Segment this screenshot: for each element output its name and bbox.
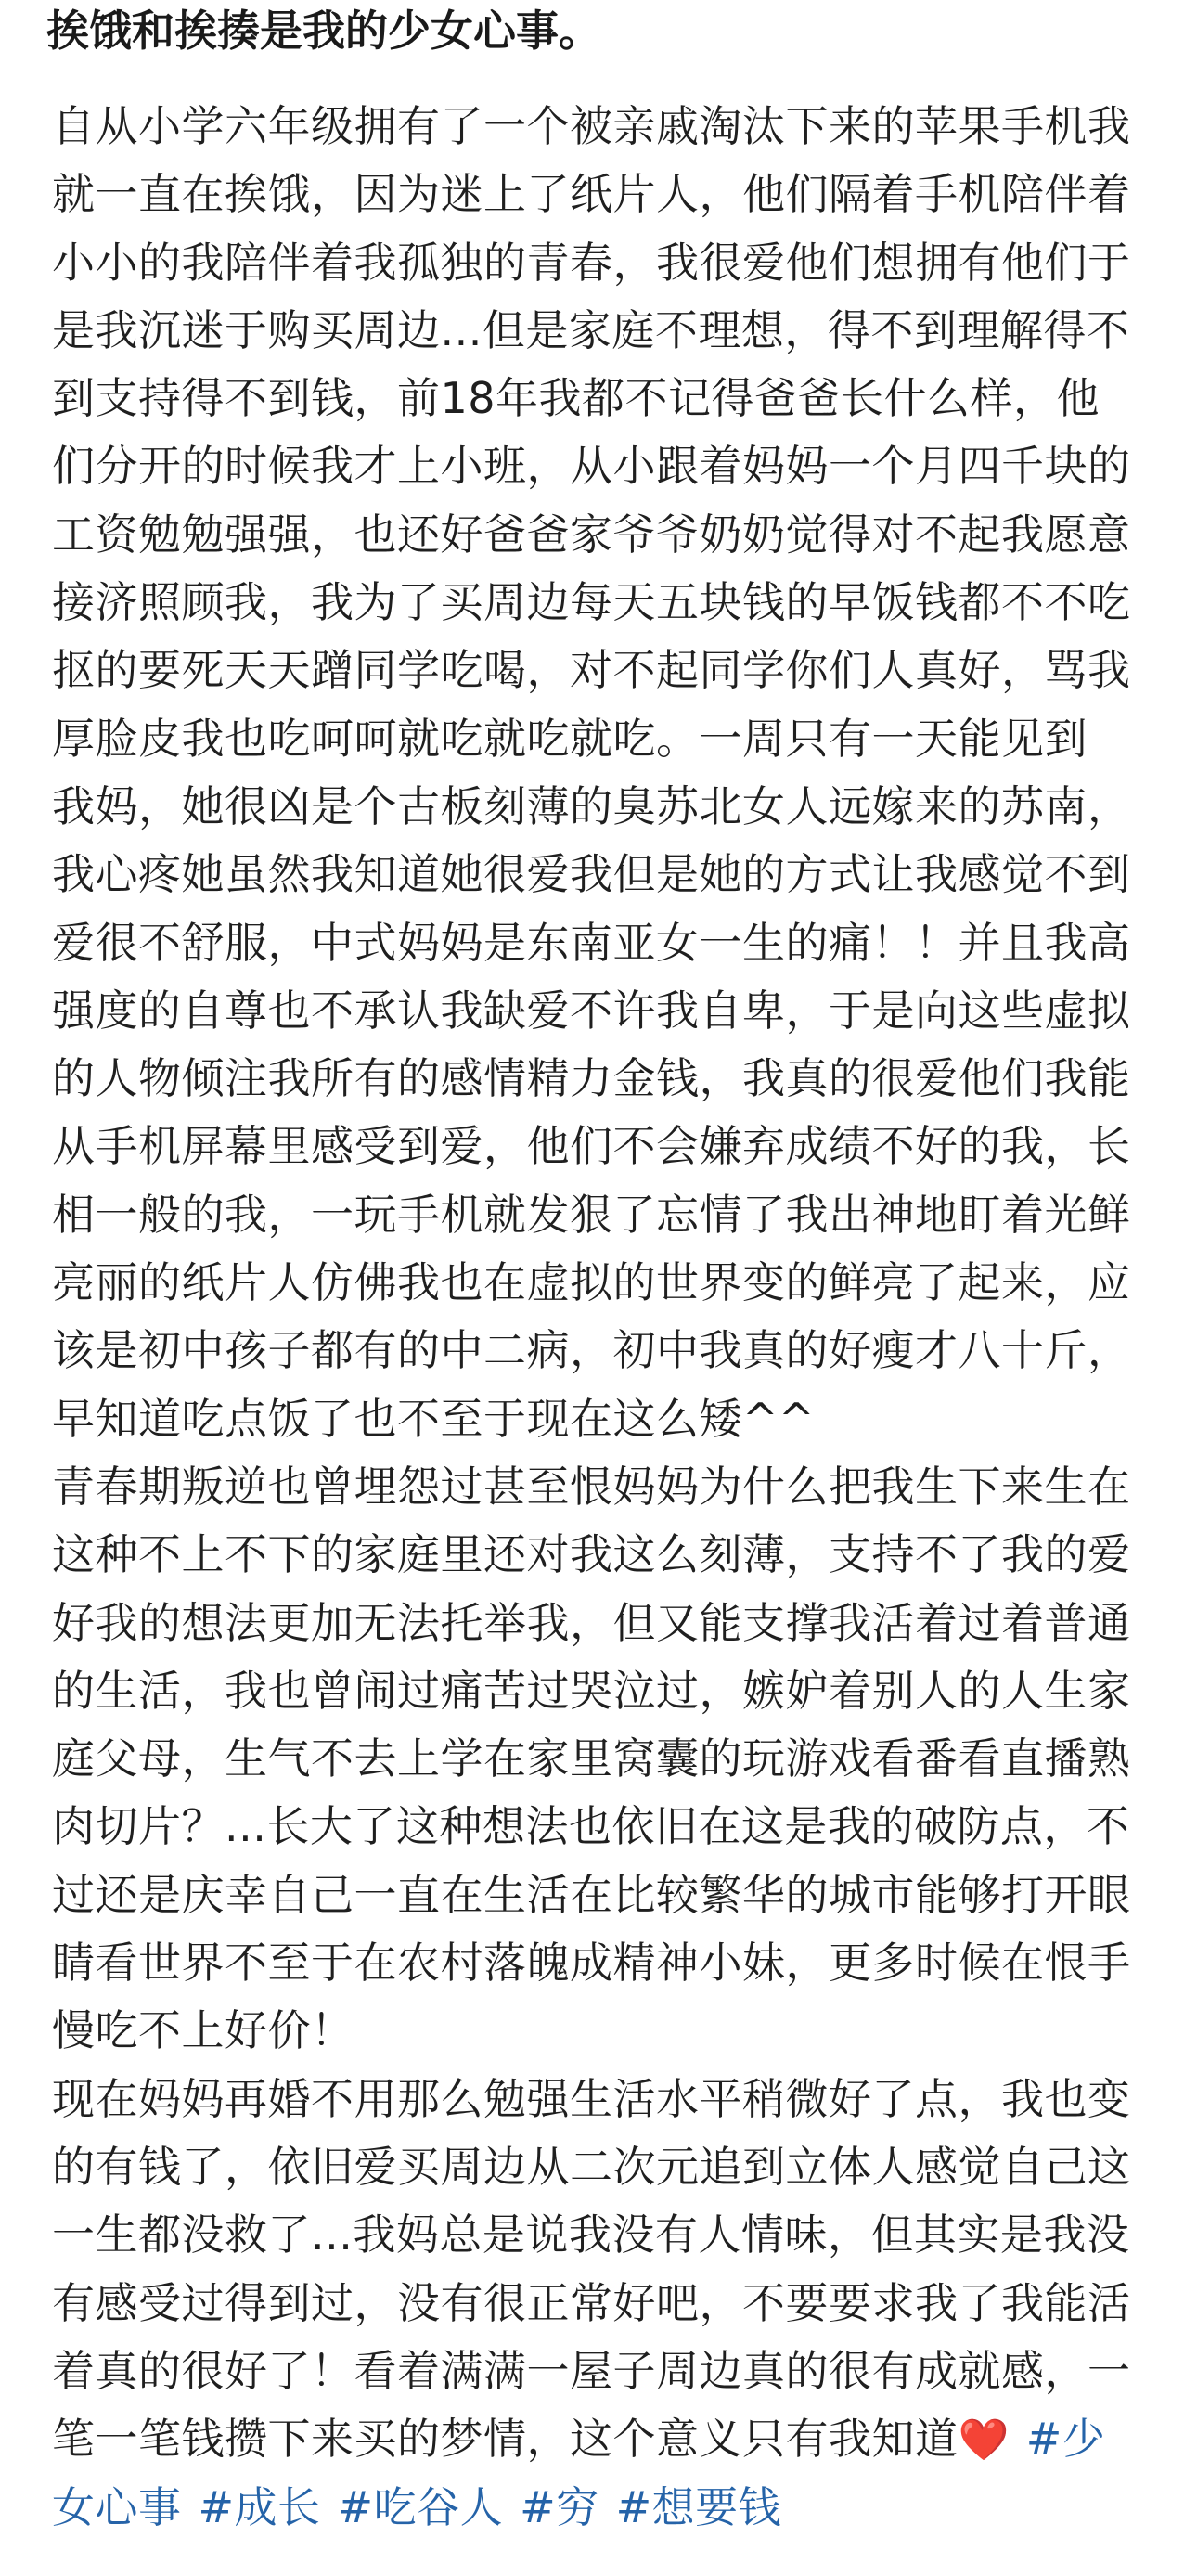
text-line: 慢吃不上好价！ [52, 2005, 354, 2056]
text-line: 接济照顾我，我为了买周边每天五块钱的早饭钱都不不吃 [52, 577, 1131, 628]
text-line: 庭父母，生气不去上学在家里窝囊的玩游戏看番看直播熟 [52, 1733, 1131, 1784]
text-line: 我心疼她虽然我知道她很爱我但是她的方式让我感觉不到 [52, 849, 1131, 900]
text-line: 睛看世界不至于在农村落魄成精神小妹，更多时候在恨手 [52, 1938, 1131, 1989]
hashtag-link[interactable]: #吃谷人 [337, 2482, 504, 2533]
text-line: 的人物倾注我所有的感情精力金钱，我真的很爱他们我能 [52, 1053, 1131, 1104]
post-title: 挨饿和挨揍是我的少女心事。 [46, 6, 601, 56]
text-line: 亮丽的纸片人仿佛我也在虚拟的世界变的鲜亮了起来，应 [52, 1257, 1131, 1308]
text-line: 一生都没救了...我妈总是说我没有人情味，但其实是我没 [52, 2209, 1130, 2260]
closing-text: 笔一笔钱攒下来买的梦情，这个意义只有我知道 [52, 2414, 959, 2465]
text-line: 爱很不舒服，中式妈妈是东南亚女一生的痛！！并且我高 [52, 917, 1131, 968]
text-line: 强度的自尊也不承认我缺爱不许我自卑，于是向这些虚拟 [52, 985, 1131, 1036]
text-line: 自从小学六年级拥有了一个被亲戚淘汰下来的苹果手机我 [52, 101, 1131, 151]
hashtag-link[interactable]: #想要钱 [615, 2482, 782, 2533]
text-line: 青春期叛逆也曾埋怨过甚至恨妈妈为什么把我生下来生在 [52, 1461, 1131, 1512]
text-line: 着真的很好了！看着满满一屋子周边真的很有成就感，一 [52, 2345, 1131, 2396]
text-line: 的有钱了，依旧爱买周边从二次元追到立体人感觉自己这 [52, 2141, 1131, 2192]
text-line: 现在妈妈再婚不用那么勉强生活水平稍微好了点，我也变 [52, 2073, 1131, 2124]
hashtag-link[interactable]: #穷 [520, 2482, 599, 2533]
text-line: 工资勉勉强强，也还好爸爸家爷爷奶奶觉得对不起我愿意 [52, 509, 1131, 560]
text-line: 该是初中孩子都有的中二病，初中我真的好瘦才八十斤， [52, 1325, 1131, 1376]
text-line: 小小的我陪伴着我孤独的青春，我很爱他们想拥有他们于 [52, 237, 1131, 288]
text-line: 是我沉迷于购买周边...但是家庭不理想，得不到理解得不 [52, 304, 1130, 355]
hashtag-link[interactable]: #成长 [198, 2482, 321, 2533]
closing-and-hashtags [52, 2405, 1110, 2543]
text-line: 过还是庆幸自己一直在生活在比较繁华的城市能够打开眼 [52, 1869, 1131, 1920]
text-line: 的生活，我也曾闹过痛苦过哭泣过，嫉妒着别人的人生家 [52, 1665, 1131, 1716]
hashtag-link[interactable]: #少女心事 [52, 2414, 1106, 2533]
text-line: 厚脸皮我也吃呵呵就吃就吃就吃。一周只有一天能见到 [52, 713, 1088, 764]
text-line: 抠的要死天天蹭同学吃喝，对不起同学你们人真好，骂我 [52, 645, 1131, 696]
text-line: 从手机屏幕里感受到爱，他们不会嫌弃成绩不好的我，长 [52, 1121, 1131, 1172]
text-line: 有感受过得到过，没有很正常好吧，不要要求我了我能活 [52, 2277, 1131, 2328]
text-line: 肉切片？...长大了这种想法也依旧在这是我的破防点，不 [52, 1801, 1130, 1852]
text-line: 我妈，她很凶是个古板刻薄的臭苏北女人远嫁来的苏南， [52, 780, 1131, 831]
text-line: 这种不上不下的家庭里还对我这么刻薄，支持不了我的爱 [52, 1529, 1131, 1580]
text-line: 好我的想法更加无法托举我，但又能支撑我活着过着普通 [52, 1597, 1131, 1648]
text-line: 相一般的我，一玩手机就发狠了忘情了我出神地盯着光鲜 [52, 1189, 1131, 1240]
text-line: 们分开的时候我才上小班，从小跟着妈妈一个月四千块的 [52, 441, 1131, 492]
text-line: 到支持得不到钱，前18年我都不记得爸爸长什么样，他 [52, 373, 1100, 424]
text-line: 早知道吃点饭了也不至于现在这么矮^^ [52, 1393, 816, 1444]
post-body [52, 93, 1165, 2543]
heart-icon: ❤️ [958, 2416, 1010, 2465]
text-line: 就一直在挨饿，因为迷上了纸片人，他们隔着手机陪伴着 [52, 169, 1131, 220]
